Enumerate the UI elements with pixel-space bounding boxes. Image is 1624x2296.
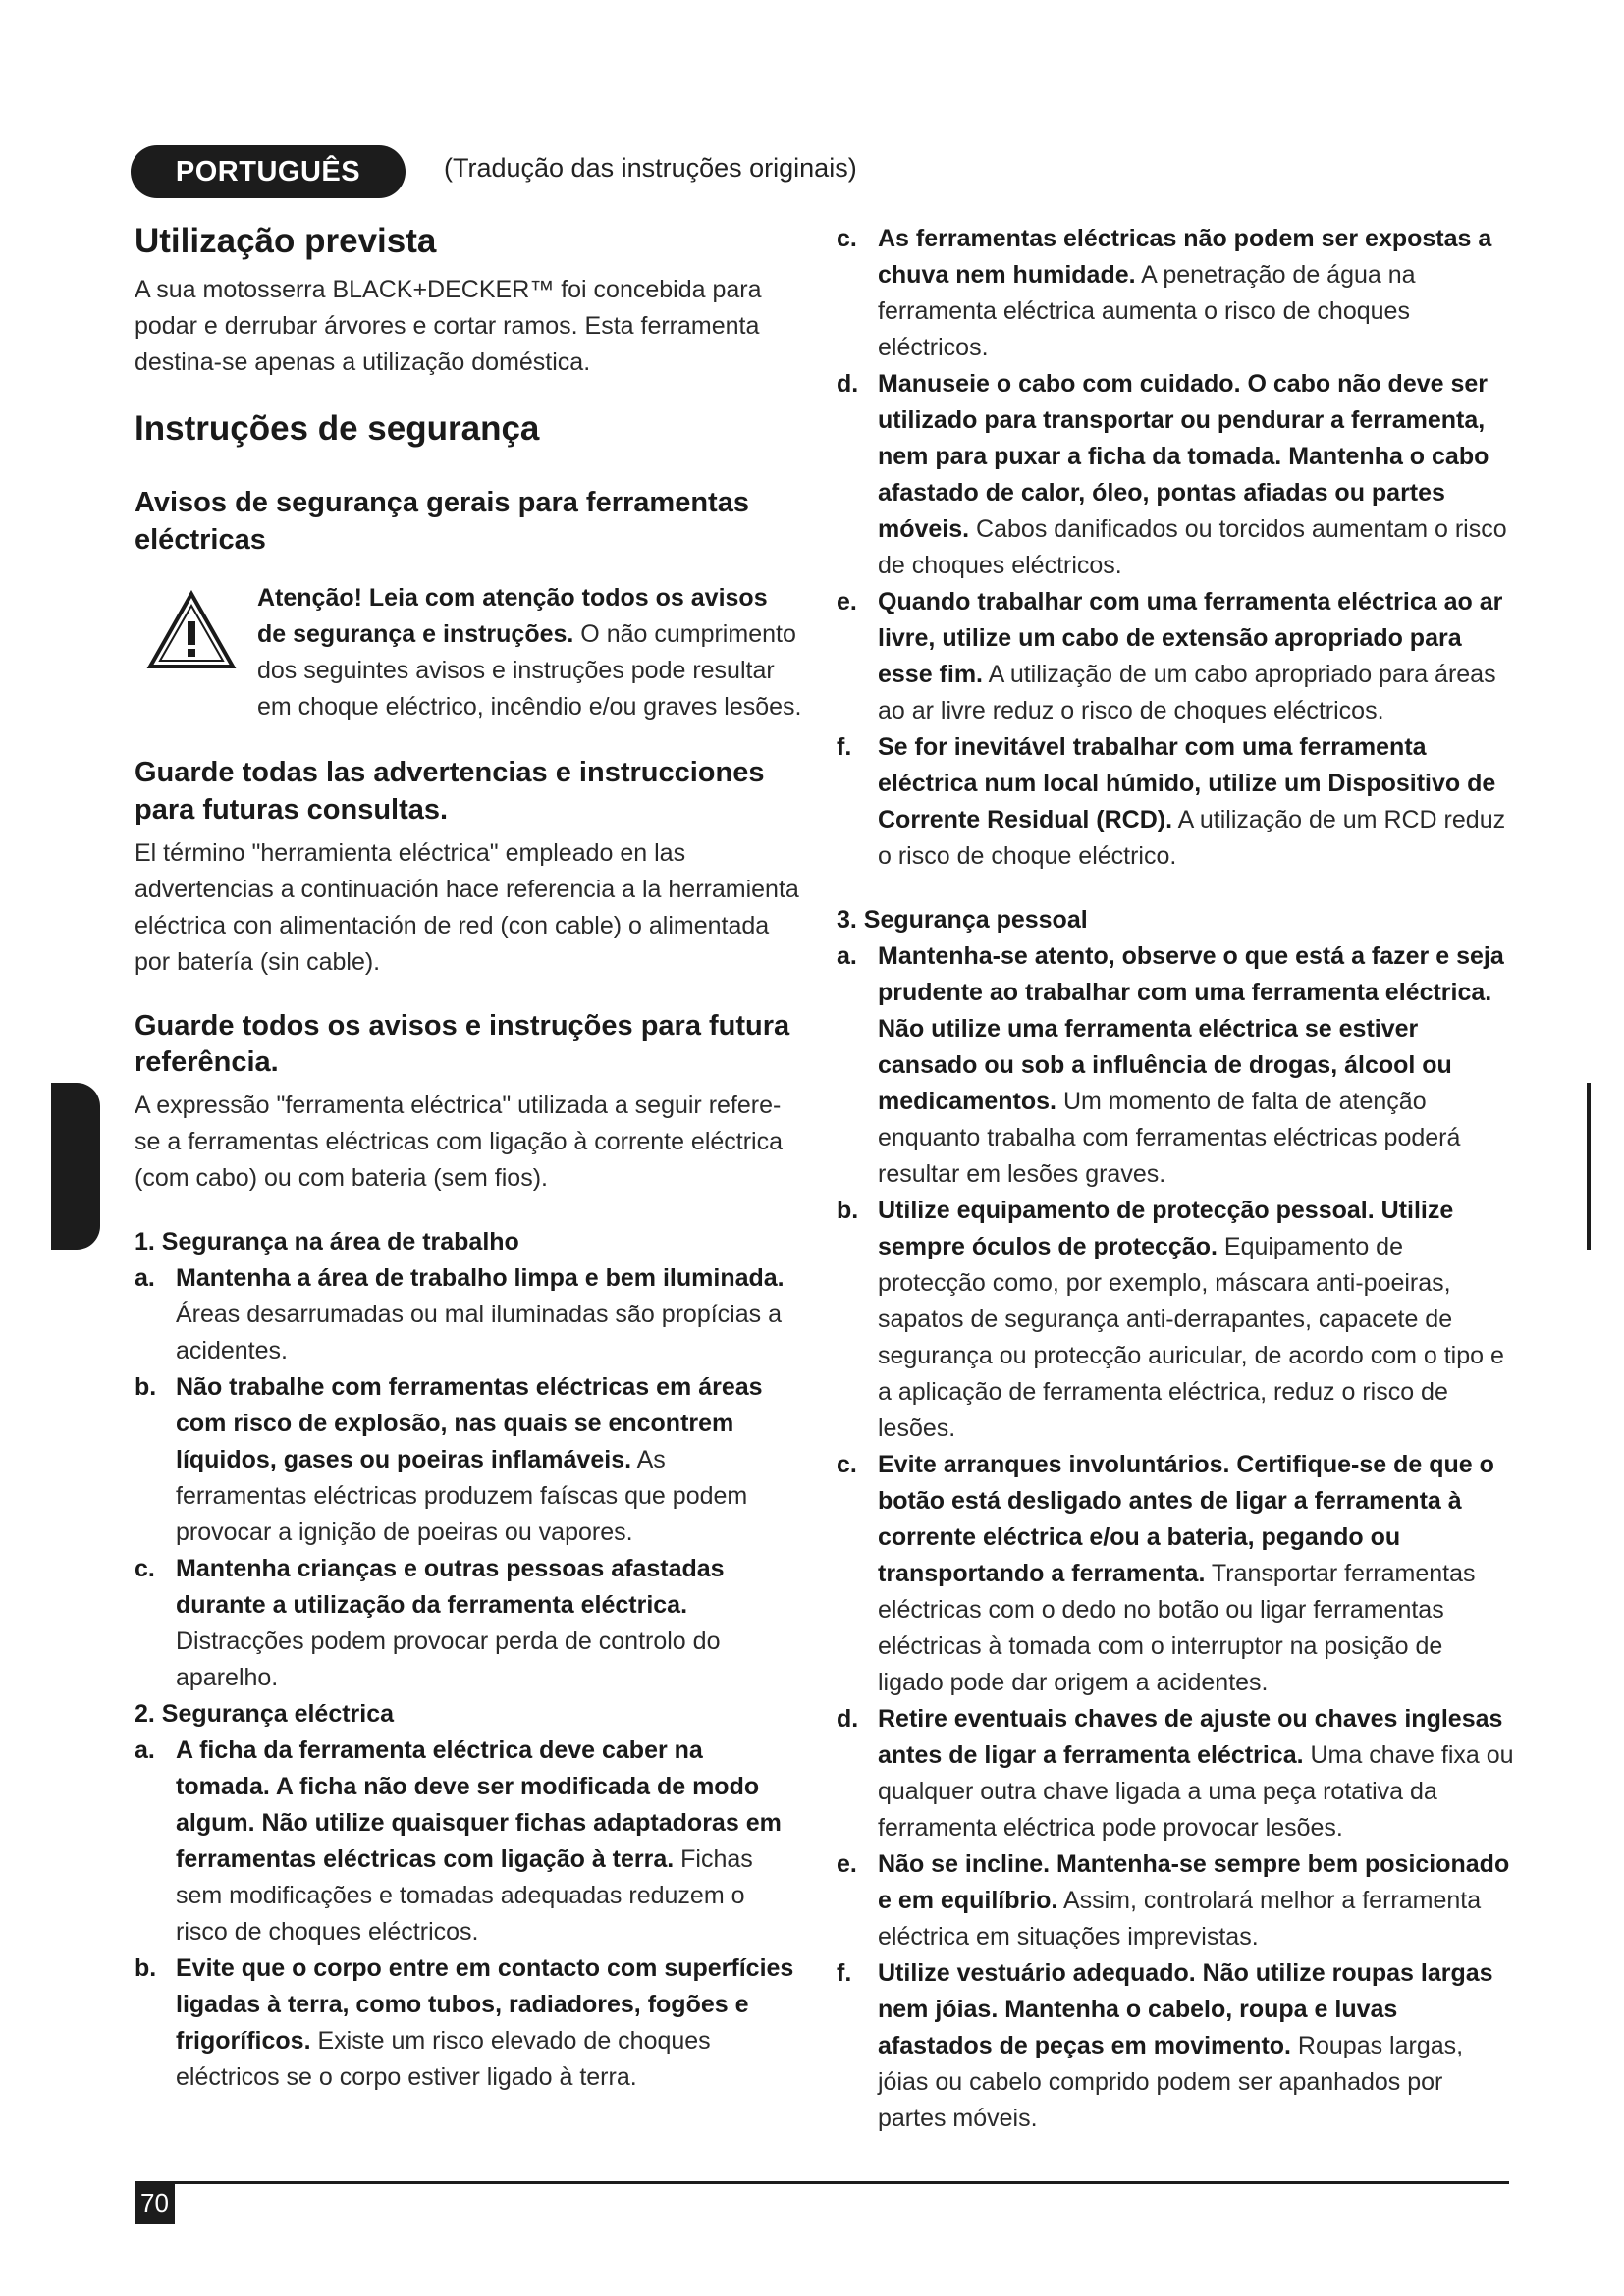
language-label: PORTUGUÊS <box>175 155 361 187</box>
section-2-title: 2. Segurança eléctrica <box>135 1700 395 1729</box>
warning-block <box>135 580 802 725</box>
spanish-text: El término "herramienta eléctrica" empleado en las advertencias a continuación hace referencia a la herramienta eléctrica con alimentación de red (con cable) o alimentada por batería (sin cable). <box>135 838 799 976</box>
list-item: a. Mantenha a área de trabalho limpa e bem iluminada. Áreas desarrumadas ou mal iluminadas são propícias a acidentes. <box>135 1264 785 1365</box>
margin-marker <box>1587 1083 1591 1250</box>
left-column <box>135 221 802 2096</box>
intended-use-title: Utilização prevista <box>135 222 437 260</box>
warning-triangle-icon <box>146 590 237 670</box>
list-item: c. Evite arranques involuntários. Certifique-se de que o botão está desligado antes de ligar a ferramenta à corrente eléctrica e/ou a bateria, pegando ou transportando a ferramenta. Transportar ferramentas eléctricas com o dedo no botão ou ligar ferramentas eléctricas à tomada com o interruptor na posição de ligado pode dar origem a acidentes. <box>837 1451 1494 1696</box>
spanish-heading: Guarde todas las advertencias e instrucciones para futuras consultas. <box>135 757 765 827</box>
language-badge <box>131 145 406 198</box>
footer-rule <box>135 2181 1509 2184</box>
list-item: e. Quando trabalhar com uma ferramenta eléctrica ao ar livre, utilize um cabo de extensão apropriado para esse fim. A utilização de um cabo apropriado para áreas ao ar livre reduz o risco de choques eléctricos. <box>837 588 1503 724</box>
list-item: f. Utilize vestuário adequado. Não utilize roupas largas nem jóias. Mantenha o cabelo, roupa e luvas afastados de peças em movimento. Roupas largas, jóias ou cabelo comprido podem ser apanhados por partes móveis. <box>837 1959 1493 2132</box>
translation-note: (Tradução das instruções originais) <box>444 153 857 183</box>
list-item: b. Não trabalhe com ferramentas eléctricas em áreas com risco de explosão, nas quais se encontrem líquidos, gases ou poeiras inflamáveis. As ferramentas eléctricas produzem faíscas que podem provocar a ignição de poeiras ou vapores. <box>135 1373 763 1547</box>
language-side-tab <box>51 1083 100 1250</box>
list-item: c. Mantenha crianças e outras pessoas afastadas durante a utilização da ferramenta eléctrica. Distracções podem provocar perda de controlo do aparelho. <box>135 1555 725 1692</box>
right-column <box>837 221 1514 2137</box>
list-item: b. Evite que o corpo entre em contacto com superfícies ligadas à terra, como tubos, radiadores, fogões e frigoríficos. Existe um risco elevado de choques eléctricos se o corpo estiver ligado à terra. <box>135 1954 794 2092</box>
safety-title: Instruções de segurança <box>135 409 540 448</box>
list-item: d. Retire eventuais chaves de ajuste ou chaves inglesas antes de ligar a ferramenta eléctrica. Uma chave fixa ou qualquer outra chave ligada a uma peça rotativa da ferramenta eléctrica pode provocar lesões. <box>837 1705 1514 1842</box>
list-item: c. As ferramentas eléctricas não podem ser expostas a chuva nem humidade. A penetração de água na ferramenta eléctrica aumenta o risco de choques eléctricos. <box>837 225 1492 361</box>
section-1-title: 1. Segurança na área de trabalho <box>135 1228 519 1256</box>
intended-use-text: A sua motosserra BLACK+DECKER™ foi concebida para podar e derrubar árvores e cortar ramos. Esta ferramenta destina-se apenas a utilização doméstica. <box>135 276 762 376</box>
warning-text: Atenção! Leia com atenção todos os avisos de segurança e instruções. O não cumprimento dos seguintes avisos e instruções pode resultar em choque eléctrico, incêndio e/ou graves lesões. <box>257 584 802 721</box>
list-item: d. Manuseie o cabo com cuidado. O cabo não deve ser utilizado para transportar ou pendurar a ferramenta, nem para puxar a ficha da tomada. Mantenha o cabo afastado de calor, óleo, pontas afiadas ou partes móveis. Cabos danificados ou torcidos aumentam o risco de choques eléctricos. <box>837 370 1507 579</box>
pt-heading: Guarde todos os avisos e instruções para futura referência. <box>135 1009 790 1079</box>
pt-text: A expressão "ferramenta eléctrica" utilizada a seguir refere-se a ferramentas eléctricas com ligação à corrente eléctrica (com cabo) ou com bateria (sem fios). <box>135 1092 784 1193</box>
list-item: a. A ficha da ferramenta eléctrica deve caber na tomada. A ficha não deve ser modificada de modo algum. Não utilize quaisquer fichas adaptadoras em ferramentas eléctricas com ligação à terra. Fichas sem modificações e tomadas adequadas reduzem o risco de choques eléctricos. <box>135 1736 782 1947</box>
list-item: b. Utilize equipamento de protecção pessoal. Utilize sempre óculos de protecção. Equipamento de protecção como, por exemplo, máscara anti-poeiras, sapatos de segurança anti-derrapantes, capacete de segurança ou protecção auricular, de acordo com o tipo e a aplicação de ferramenta eléctrica, reduz o risco de lesões. <box>837 1197 1504 1442</box>
list-item: e. Não se incline. Mantenha-se sempre bem posicionado e em equilíbrio. Assim, controlará melhor a ferramenta eléctrica em situações imprevistas. <box>837 1850 1510 1950</box>
section-3-title: 3. Segurança pessoal <box>837 906 1088 934</box>
general-warnings-title: Avisos de segurança gerais para ferramentas eléctricas <box>135 487 749 556</box>
list-item: a. Mantenha-se atento, observe o que está a fazer e seja prudente ao trabalhar com uma ferramenta eléctrica. Não utilize uma ferramenta eléctrica se estiver cansado ou sob a influência de drogas, álcool ou medicamentos. Um momento de falta de atenção enquanto trabalha com ferramentas eléctricas poderá resultar em lesões graves. <box>837 942 1504 1188</box>
page-number: 70 <box>135 2182 175 2224</box>
list-item: f. Se for inevitável trabalhar com uma ferramenta eléctrica num local húmido, utilize um Dispositivo de Corrente Residual (RCD). A utilização de um RCD reduz o risco de choque eléctrico. <box>837 733 1506 870</box>
